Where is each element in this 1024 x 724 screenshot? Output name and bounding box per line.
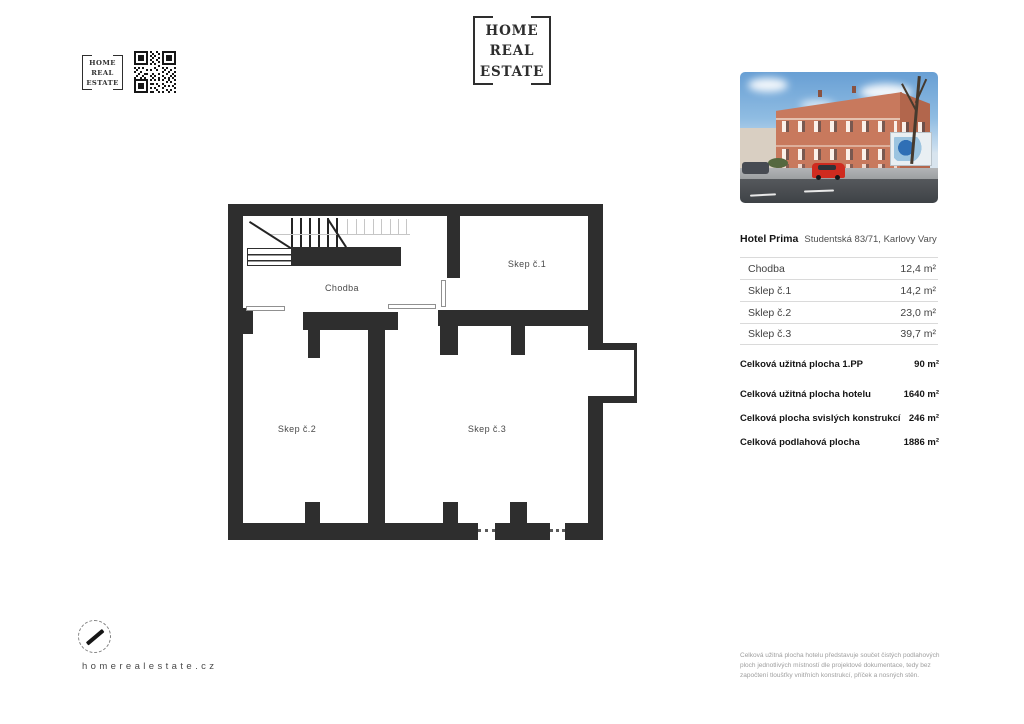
red-car (812, 163, 845, 178)
room-area: 23,0 m² (900, 306, 936, 319)
parked-car (742, 162, 769, 174)
wall (305, 502, 320, 523)
table-row (740, 279, 938, 301)
wall (438, 310, 603, 326)
total-label: Celková užitná plocha 1.PP (740, 359, 864, 370)
stairs-direction-line (249, 221, 291, 249)
room-label-sklep2: Skep č.2 (277, 424, 317, 434)
floor-plan (228, 204, 638, 540)
brand-line: REAL (489, 43, 535, 60)
wall (565, 523, 603, 540)
bracket-left (473, 16, 493, 85)
brand-line: HOME (89, 58, 116, 67)
wall (443, 502, 458, 523)
brand-line: ESTATE (86, 78, 119, 87)
bracket-left (82, 55, 92, 90)
total-value: 1886 m² (903, 437, 939, 448)
window (478, 529, 495, 532)
total-label: Celková podlahová plocha (740, 437, 860, 448)
room-name: Sklep č.2 (748, 306, 792, 319)
total-label: Celková užitná plocha hotelu (740, 389, 871, 400)
window (550, 529, 565, 532)
stairs-steps (247, 248, 292, 266)
bracket-right (113, 55, 123, 90)
total-row (740, 437, 939, 448)
compass-icon (78, 620, 111, 653)
door (441, 280, 446, 307)
compass-needle (85, 628, 103, 644)
total-row (740, 359, 939, 370)
door (246, 306, 285, 311)
room-name: Chodba (748, 262, 785, 275)
street (740, 179, 938, 203)
wall (228, 204, 603, 216)
table-row (740, 257, 938, 279)
wall (440, 326, 458, 355)
brand-line: HOME (485, 23, 539, 39)
room-area: 12,4 m² (900, 262, 936, 275)
table-row (740, 301, 938, 323)
table-row (740, 323, 938, 345)
qr-code-icon (134, 51, 176, 93)
property-address: Studentská 83/71, Karlovy Vary (804, 234, 937, 245)
property-header (740, 229, 938, 247)
bush (768, 158, 788, 168)
niche-wall (588, 396, 637, 403)
brand-logo-small (82, 55, 123, 90)
disclaimer-text: Celková užitná plocha hotelu představuje součet čistých podlahových ploch jednotlivých místností dle projektové dokumentace, tedy bez započtení tloušťky vnitřních konstrukcí, příček a nosných stěn. (740, 652, 940, 680)
building-photo (740, 72, 938, 203)
total-value: 1640 m² (903, 389, 939, 400)
total-row (740, 413, 939, 424)
wall (243, 308, 253, 334)
total-value: 90 m² (914, 359, 939, 370)
property-name: Hotel Prima (740, 233, 799, 245)
wall (495, 523, 550, 540)
brand-line: REAL (91, 68, 114, 77)
totals-block (740, 359, 939, 448)
wall (228, 204, 243, 540)
room-label-sklep3: Skep č.3 (467, 424, 507, 434)
wall (588, 403, 603, 540)
brand-line: ESTATE (479, 63, 545, 80)
room-label-chodba: Chodba (325, 283, 359, 293)
room-area: 39,7 m² (900, 328, 936, 340)
stairs-landing (291, 247, 401, 266)
area-table (740, 257, 938, 345)
total-label: Celková plocha svislých konstrukcí (740, 413, 901, 424)
wall (228, 523, 478, 540)
website-url: homerealestate.cz (82, 661, 218, 672)
total-value: 246 m² (908, 413, 939, 424)
room-name: Sklep č.3 (748, 328, 792, 340)
wall (510, 502, 527, 523)
total-row (740, 389, 939, 400)
wall (511, 326, 525, 355)
niche-wall (588, 343, 637, 350)
room-area: 14,2 m² (900, 284, 936, 297)
wall (447, 216, 460, 278)
wall (303, 312, 398, 330)
wall (368, 330, 385, 523)
door (388, 304, 436, 309)
wall (308, 330, 320, 358)
room-label-sklep1: Skep č.1 (507, 259, 547, 269)
room-name: Sklep č.1 (748, 284, 792, 297)
bracket-right (531, 16, 551, 85)
brand-logo (473, 16, 551, 85)
niche-wall (634, 350, 637, 396)
